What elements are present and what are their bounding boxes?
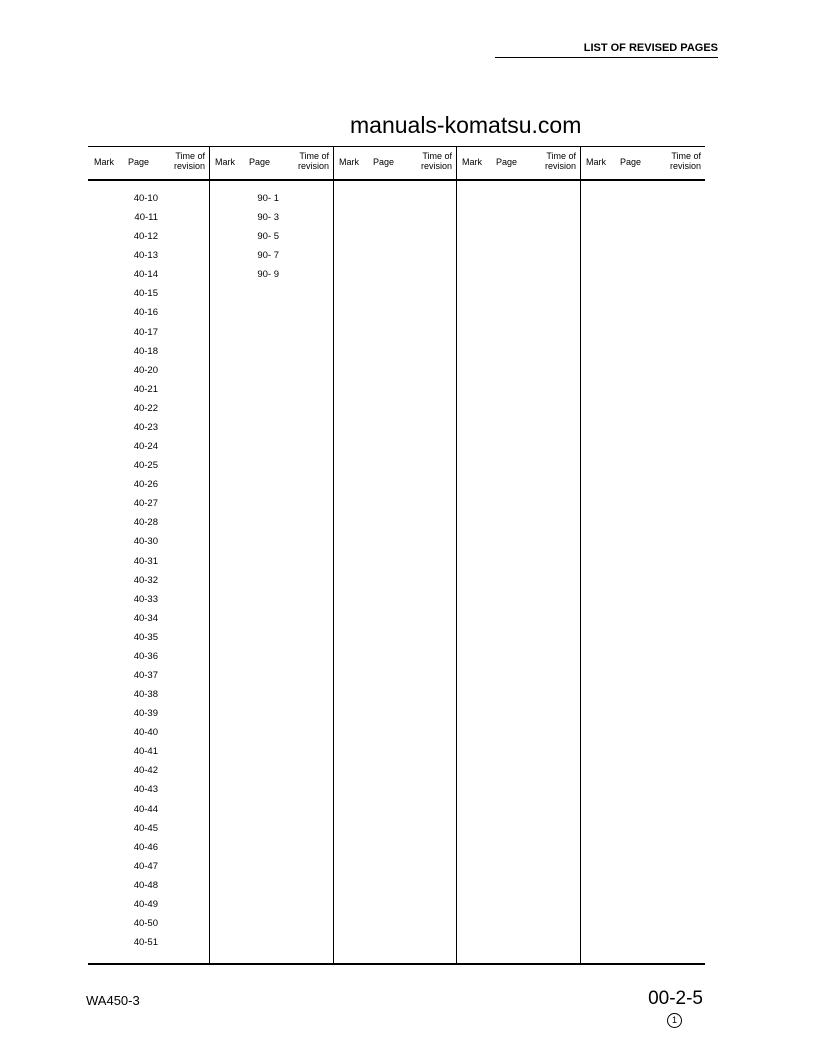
page-entry: 90- 1 [257,193,279,204]
header-mark: Mark [462,157,482,167]
header-time-line1: Time of [546,151,576,161]
page-entry: 40-50 [133,918,158,930]
page-entry: 40-36 [133,650,158,662]
header-time-of-revision [298,151,329,171]
page-entry: 40-25 [133,460,158,472]
header-time-line1: Time of [422,151,452,161]
page-entry: 90- 5 [257,231,279,243]
page-entry: 40-40 [133,727,158,739]
header-time-of-revision [174,151,205,171]
revised-pages-table [88,146,705,965]
column-header-group [88,147,209,179]
page-entry: 40-11 [134,212,158,224]
page-entry: 40-51 [133,937,158,949]
page-entry: 90- 7 [257,250,279,262]
page-number: 00-2-5 [648,988,703,1009]
column-divider [580,147,581,963]
page-entry: 40-33 [133,593,158,605]
header-page: Page [128,157,150,167]
column-divider [333,147,334,963]
page-entry: 40-28 [133,517,158,529]
page-entry: 40-26 [133,479,158,491]
header-mark: Mark [94,157,114,167]
header-page: Page [373,157,395,167]
header-time-of-revision [670,151,701,171]
page-entry: 40-32 [133,574,158,586]
page-entry: 40-30 [133,536,158,548]
revision-mark: 1 [667,1013,682,1028]
page-entry: 40-41 [133,746,158,758]
page-entry: 40-42 [133,765,158,777]
page-entry: 40-35 [133,631,158,643]
column-header-group [209,147,333,179]
page-entry: 40-14 [133,269,158,281]
header-mark: Mark [215,157,235,167]
header-time-line1: Time of [175,151,205,161]
page-entry: 40-17 [133,326,158,338]
page-entry: 90- 3 [257,212,279,224]
page-entry: 40-18 [133,345,158,357]
page-entry: 40-13 [133,250,158,262]
page-entry: 40-44 [133,803,158,815]
column-divider [209,147,210,963]
page-entry: 40-31 [133,555,158,567]
header-time-line1: Time of [671,151,701,161]
page-entry: 40-48 [133,879,158,891]
page-entry: 40-37 [133,670,158,681]
column-header-group [580,147,705,179]
page-entry: 40-27 [133,498,158,510]
header-page: Page [496,157,518,167]
page-entry: 40-34 [133,612,158,624]
page-entry: 40-20 [133,364,158,376]
column-header-group [456,147,580,179]
page-entry: 40-49 [133,898,158,910]
page-entry: 40-12 [133,231,158,243]
page-entry: 40-24 [133,441,158,453]
page-entry: 40-45 [133,822,158,834]
column-divider [456,147,457,963]
watermark: manuals-komatsu.com [350,112,582,138]
page-entry: 40-23 [133,421,158,433]
page-entry: 40-47 [133,860,158,872]
header-time-of-revision [421,151,452,171]
page-entry: 40-15 [133,288,158,300]
title-rule [495,57,718,58]
page-entry: 40-38 [133,689,158,701]
header-page: Page [249,157,271,167]
page-entry: 40-16 [133,307,158,319]
model-label: WA450-3 [86,993,140,1008]
page-entry: 40-21 [133,383,158,395]
page-title: LIST OF REVISED PAGES [583,42,718,54]
column-header-group [333,147,456,179]
header-mark: Mark [586,157,606,167]
page-entry: 40-43 [133,784,158,796]
page-entry: 40-10 [133,193,158,204]
header-mark: Mark [339,157,359,167]
header-page: Page [620,157,642,167]
header-time-line1: Time of [299,151,329,161]
header-time-line2: revision [173,161,205,171]
page-entry: 40-39 [133,708,158,720]
header-time-line2: revision [669,161,701,171]
header-time-line2: revision [297,161,329,171]
header-time-line2: revision [420,161,452,171]
page-entry: 40-22 [133,402,158,414]
header-time-line2: revision [544,161,576,171]
page-entry: 90- 9 [257,269,279,281]
header-time-of-revision [545,151,576,171]
page-entry: 40-46 [133,841,158,853]
